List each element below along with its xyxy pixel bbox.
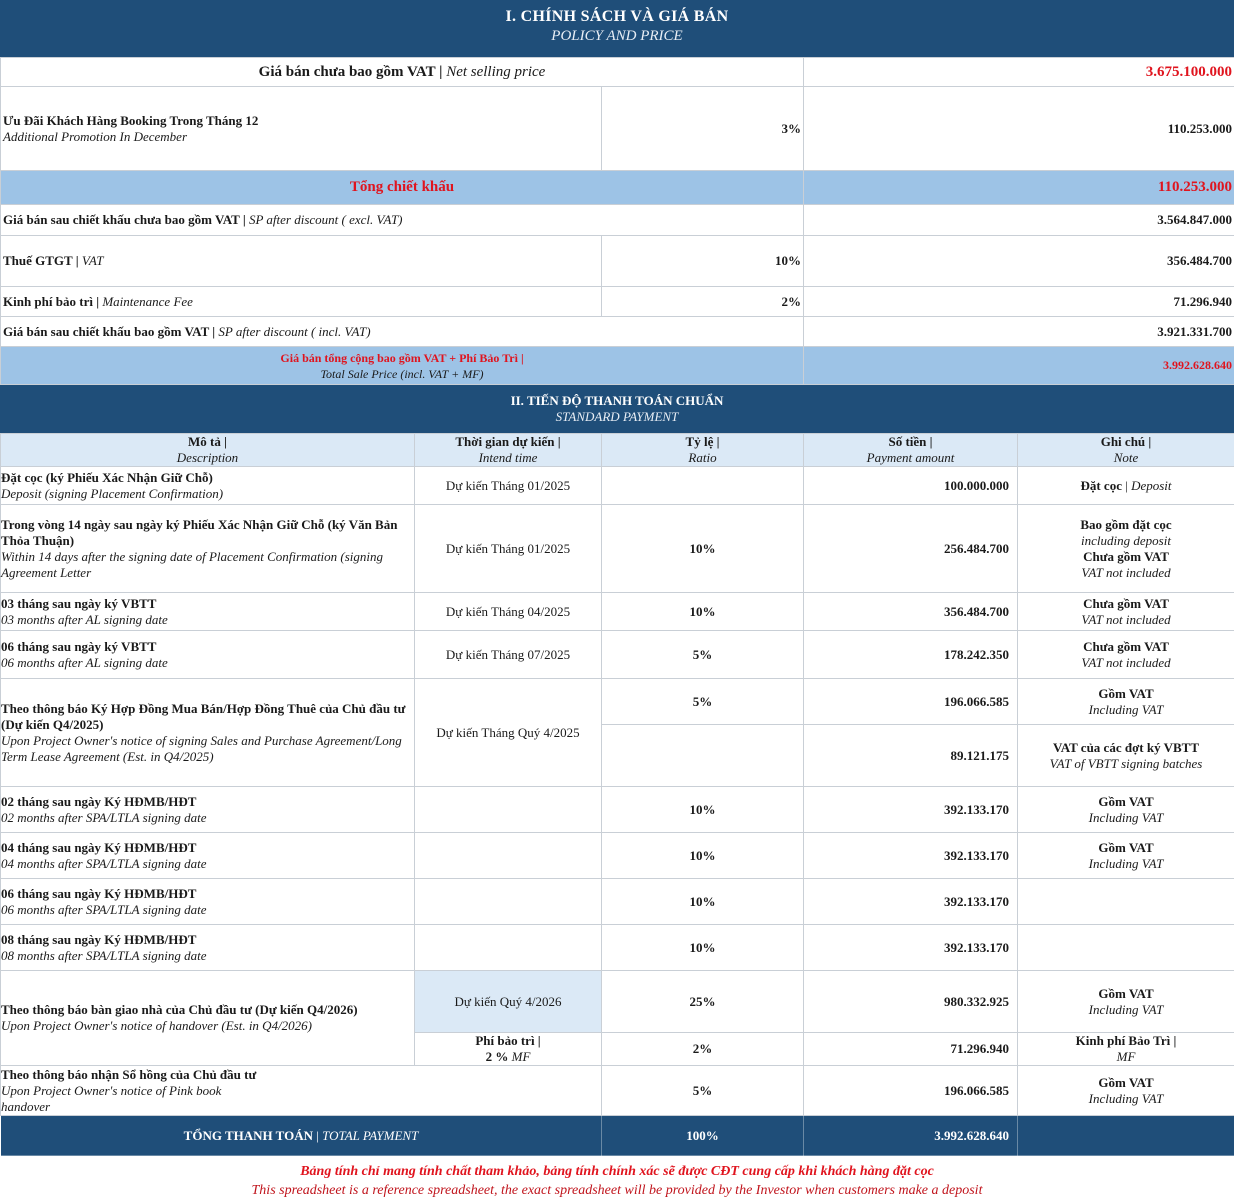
total-discount-label: Tổng chiết khấu	[1, 171, 804, 205]
total-payment-label: TỔNG THANH TOÁN | TOTAL PAYMENT	[1, 1116, 602, 1156]
row-ratio: 10%	[602, 593, 804, 631]
payment-table-header	[1, 434, 1234, 467]
row-description: 06 tháng sau ngày Ký HĐMB/HĐT 06 months after SPA/LTLA signing date	[1, 879, 415, 925]
total-discount-row	[1, 171, 1234, 205]
row-amount: 89.121.175	[804, 725, 1018, 787]
policy-table	[0, 57, 1234, 385]
row-ratio: 2%	[602, 1033, 804, 1066]
vat-rate: 10%	[602, 236, 804, 287]
promo-value: 110.253.000	[804, 87, 1234, 171]
disclaimer-en: This spreadsheet is a reference spreadsheet, the exact spreadsheet will be provided by the Investor when customers make a deposit	[251, 1183, 983, 1198]
row-note: Gồm VAT Including VAT	[1018, 679, 1234, 725]
table-row	[1, 631, 1234, 679]
table-row	[1, 971, 1234, 1033]
table-row	[1, 879, 1234, 925]
row-time	[415, 925, 602, 971]
disclaimer-vi: Bảng tính chỉ mang tính chất tham khảo, bảng tính chính xác sẽ được CĐT cung cấp khi khách hàng đặt cọc	[300, 1164, 934, 1179]
policy-title: I. CHÍNH SÁCH VÀ GIÁ BÁN	[505, 8, 729, 25]
policy-subtitle: POLICY AND PRICE	[551, 28, 683, 44]
col-note: Ghi chú | Note	[1018, 434, 1234, 467]
row-time	[415, 833, 602, 879]
table-row	[1, 833, 1234, 879]
row-note: Gồm VAT Including VAT	[1018, 971, 1234, 1033]
total-sale-price-row	[1, 347, 1234, 385]
row-note: VAT của các đợt ký VBTT VAT of VBTT signing batches	[1018, 725, 1234, 787]
table-row	[1, 787, 1234, 833]
total-payment-row	[1, 1116, 1234, 1156]
vat-row	[1, 236, 1234, 287]
row-description: Theo thông báo bàn giao nhà của Chủ đầu tư (Dự kiến Q4/2026) Upon Project Owner's notice of handover (Est. in Q4/2026)	[1, 971, 415, 1066]
col-amount: Số tiền | Payment amount	[804, 434, 1018, 467]
row-description: Trong vòng 14 ngày sau ngày ký Phiếu Xác Nhận Giữ Chỗ (ký Văn Bản Thỏa Thuận) Within 14 days after the signing date of Placement Confirmation (signing Agreement Letter	[1, 505, 415, 593]
row-description: 06 tháng sau ngày ký VBTT 06 months after AL signing date	[1, 631, 415, 679]
promo-row	[1, 87, 1234, 171]
row-ratio: 10%	[602, 879, 804, 925]
row-time	[415, 879, 602, 925]
row-amount: 980.332.925	[804, 971, 1018, 1033]
total-payment-amount: 3.992.628.640	[804, 1116, 1018, 1156]
vat-value: 356.484.700	[804, 236, 1234, 287]
row-time: Dự kiến Tháng 07/2025	[415, 631, 602, 679]
row-description: Theo thông báo nhận Sổ hồng của Chủ đầu tư Upon Project Owner's notice of Pink book handover	[1, 1066, 602, 1116]
row-ratio: 5%	[602, 631, 804, 679]
row-description: 02 tháng sau ngày Ký HĐMB/HĐT 02 months after SPA/LTLA signing date	[1, 787, 415, 833]
total-discount-value: 110.253.000	[804, 171, 1234, 205]
row-time: Dự kiến Tháng 04/2025	[415, 593, 602, 631]
row-ratio: 10%	[602, 833, 804, 879]
row-note: Chưa gồm VAT VAT not included	[1018, 593, 1234, 631]
table-row	[1, 925, 1234, 971]
maintenance-fee-label: Kinh phí bảo trì | Maintenance Fee	[1, 287, 602, 317]
total-payment-ratio: 100%	[602, 1116, 804, 1156]
row-time: Dự kiến Tháng Quý 4/2025	[415, 679, 602, 787]
payment-section-header	[0, 385, 1234, 433]
row-ratio: 5%	[602, 1066, 804, 1116]
col-ratio: Tỷ lệ | Ratio	[602, 434, 804, 467]
row-description: 03 tháng sau ngày ký VBTT 03 months after AL signing date	[1, 593, 415, 631]
row-ratio: 10%	[602, 505, 804, 593]
row-description: Đặt cọc (ký Phiếu Xác Nhận Giữ Chỗ) Deposit (signing Placement Confirmation)	[1, 467, 415, 505]
row-amount: 256.484.700	[804, 505, 1018, 593]
row-amount: 196.066.585	[804, 1066, 1018, 1116]
row-description: 08 tháng sau ngày Ký HĐMB/HĐT 08 months after SPA/LTLA signing date	[1, 925, 415, 971]
sp-incl-vat-label: Giá bán sau chiết khấu bao gồm VAT | SP after discount ( incl. VAT)	[1, 317, 804, 347]
total-sale-price-label: Giá bán tổng cộng bao gồm VAT + Phí Bảo Trì | Total Sale Price (incl. VAT + MF)	[1, 347, 804, 385]
row-note: Đặt cọc | Deposit	[1018, 467, 1234, 505]
row-ratio: 5%	[602, 679, 804, 725]
sp-incl-vat-row	[1, 317, 1234, 347]
row-time: Dự kiến Quý 4/2026	[415, 971, 602, 1033]
row-note: Gồm VAT Including VAT	[1018, 833, 1234, 879]
disclaimer	[0, 1156, 1234, 1200]
row-amount: 71.296.940	[804, 1033, 1018, 1066]
row-time	[415, 787, 602, 833]
row-note: Gồm VAT Including VAT	[1018, 1066, 1234, 1116]
row-ratio: 10%	[602, 925, 804, 971]
row-note	[1018, 879, 1234, 925]
col-intend-time: Thời gian dự kiến | Intend time	[415, 434, 602, 467]
row-description: Theo thông báo Ký Hợp Đồng Mua Bán/Hợp Đồng Thuê của Chủ đầu tư (Dự kiến Q4/2025) Upon Project Owner's notice of signing Sales and Purchase Agreement/Long Term Lease Agreement (Est. in Q4/2025)	[1, 679, 415, 787]
net-price-value: 3.675.100.000	[804, 58, 1234, 87]
row-time: Dự kiến Tháng 01/2025	[415, 467, 602, 505]
row-amount: 392.133.170	[804, 787, 1018, 833]
row-ratio	[602, 467, 804, 505]
table-row	[1, 1066, 1234, 1116]
row-note: Chưa gồm VAT VAT not included	[1018, 631, 1234, 679]
payment-table	[0, 433, 1234, 1156]
row-amount: 100.000.000	[804, 467, 1018, 505]
net-price-label: Giá bán chưa bao gồm VAT | Net selling price	[1, 58, 804, 87]
maintenance-fee-value: 71.296.940	[804, 287, 1234, 317]
sp-after-discount-row	[1, 205, 1234, 236]
total-payment-note	[1018, 1116, 1234, 1156]
row-ratio: 25%	[602, 971, 804, 1033]
promo-label: Ưu Đãi Khách Hàng Booking Trong Tháng 12 Additional Promotion In December	[1, 87, 602, 171]
sp-after-discount-value: 3.564.847.000	[804, 205, 1234, 236]
table-row	[1, 505, 1234, 593]
row-time-mf: Phí bảo trì | 2 % MF	[415, 1033, 602, 1066]
maintenance-fee-rate: 2%	[602, 287, 804, 317]
row-amount: 392.133.170	[804, 879, 1018, 925]
total-sale-price-value: 3.992.628.640	[804, 347, 1234, 385]
table-row	[1, 593, 1234, 631]
row-amount: 356.484.700	[804, 593, 1018, 631]
row-note: Bao gồm đặt cọc including deposit Chưa gồm VAT VAT not included	[1018, 505, 1234, 593]
net-price-row	[1, 58, 1234, 87]
row-amount: 196.066.585	[804, 679, 1018, 725]
row-description: 04 tháng sau ngày Ký HĐMB/HĐT 04 months after SPA/LTLA signing date	[1, 833, 415, 879]
policy-section-header	[0, 0, 1234, 57]
row-amount: 392.133.170	[804, 833, 1018, 879]
table-row	[1, 467, 1234, 505]
table-row	[1, 679, 1234, 725]
promo-rate: 3%	[602, 87, 804, 171]
payment-title: II. TIẾN ĐỘ THANH TOÁN CHUẨN	[510, 393, 724, 408]
sp-after-discount-label: Giá bán sau chiết khấu chưa bao gồm VAT | SP after discount ( excl. VAT)	[1, 205, 804, 236]
row-note: Kinh phí Bảo Trì | MF	[1018, 1033, 1234, 1066]
sp-incl-vat-value: 3.921.331.700	[804, 317, 1234, 347]
row-note: Gồm VAT Including VAT	[1018, 787, 1234, 833]
vat-label: Thuế GTGT | VAT	[1, 236, 602, 287]
row-ratio	[602, 725, 804, 787]
col-description: Mô tả | Description	[1, 434, 415, 467]
row-amount: 178.242.350	[804, 631, 1018, 679]
maintenance-fee-row	[1, 287, 1234, 317]
row-ratio: 10%	[602, 787, 804, 833]
row-note	[1018, 925, 1234, 971]
payment-subtitle: STANDARD PAYMENT	[555, 409, 679, 424]
row-time: Dự kiến Tháng 01/2025	[415, 505, 602, 593]
row-amount: 392.133.170	[804, 925, 1018, 971]
